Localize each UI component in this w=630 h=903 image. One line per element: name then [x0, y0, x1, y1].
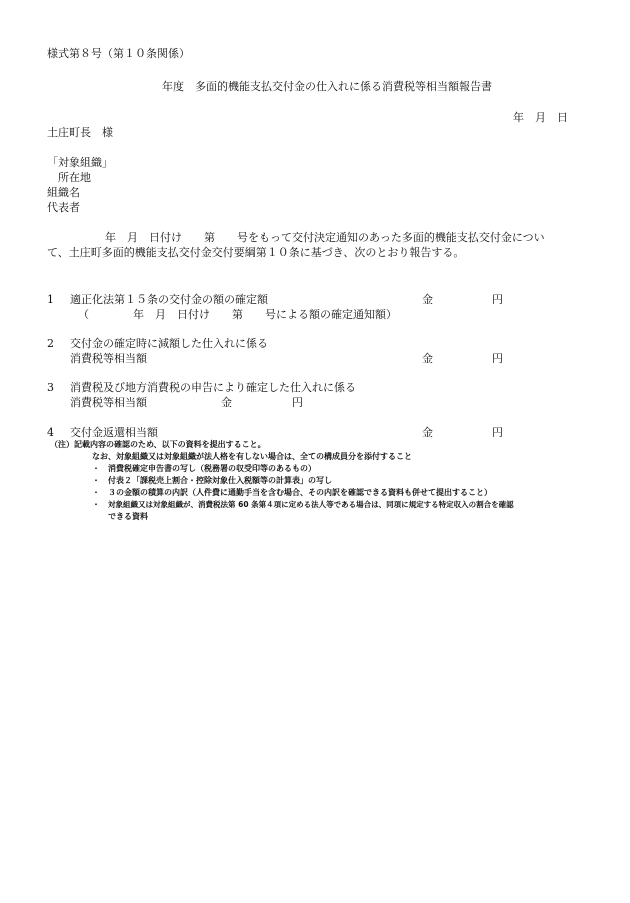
recipient-heading: 「対象組織」: [47, 156, 113, 169]
item-number: 3: [47, 381, 54, 394]
item-subtext: （ 年 月 日付け 第 号による額の確定通知額）: [78, 308, 397, 321]
note-bullet: 付表２「課税売上割合・控除対象仕入税額等の計算表」の写し: [108, 476, 332, 485]
item-number: 2: [47, 337, 54, 350]
item-kin: 金: [422, 352, 433, 365]
note-sub: なお、対象組織又は対象組織が法人格を有しない場合は、全ての構成員分を添付すること: [92, 452, 412, 461]
item-en: 円: [492, 293, 503, 306]
date-line: 年 月 日: [513, 111, 568, 124]
bullet-mark: ・: [92, 500, 100, 509]
item-text: 適正化法第１５条の交付金の額の確定額: [70, 293, 268, 306]
item-en: 円: [492, 426, 503, 439]
item-kin: 金: [422, 426, 433, 439]
item-en: 円: [292, 396, 303, 409]
bullet-mark: ・: [92, 476, 100, 485]
org-label: 組織名: [47, 186, 80, 199]
item-subtext: 消費税等相当額: [70, 396, 147, 409]
item-text: 消費税及び地方消費税の申告により確定した仕入れに係る: [70, 381, 356, 394]
item-text: 交付金の確定時に減額した仕入れに係る: [70, 337, 268, 350]
representative-label: 代表者: [47, 201, 80, 214]
note-bullet: 対象組織又は対象組織が、消費税法第 60 条第４項に定める法人等である場合は、同項に規定する特定収入の割合を確認: [108, 500, 514, 509]
address-label: 所在地: [58, 171, 91, 184]
note-head: （注）記載内容の確認のため、以下の資料を提出すること。: [50, 440, 266, 449]
item-text: 交付金返還相当額: [70, 426, 158, 439]
note-bullet-continuation: できる資料: [108, 512, 148, 521]
item-en: 円: [492, 352, 503, 365]
bullet-mark: ・: [92, 464, 100, 473]
item-number: 1: [47, 293, 54, 306]
intro-line-2: て、土庄町多面的機能支払交付金交付要綱第１０条に基づき、次のとおり報告する。: [47, 246, 465, 259]
item-kin: 金: [221, 396, 232, 409]
addressee: 土庄町長 様: [47, 126, 113, 139]
form-number: 様式第８号（第１０条関係）: [47, 47, 190, 60]
bullet-mark: ・: [92, 488, 100, 497]
item-subtext: 消費税等相当額: [70, 352, 147, 365]
note-bullet: 消費税確定申告書の写し（税務署の収受印等のあるもの）: [108, 464, 316, 473]
item-kin: 金: [422, 293, 433, 306]
item-number: 4: [47, 426, 54, 439]
intro-line-1: 年 月 日付け 第 号をもって交付決定通知のあった多面的機能支払交付金につい: [105, 231, 545, 244]
note-bullet: ３の金額の積算の内訳（人件費に通勤手当を含む場合、その内訳を確認できる資料も併せて提出すること）: [108, 488, 492, 497]
page-title: 年度 多面的機能支払交付金の仕入れに係る消費税等相当額報告書: [162, 80, 492, 93]
